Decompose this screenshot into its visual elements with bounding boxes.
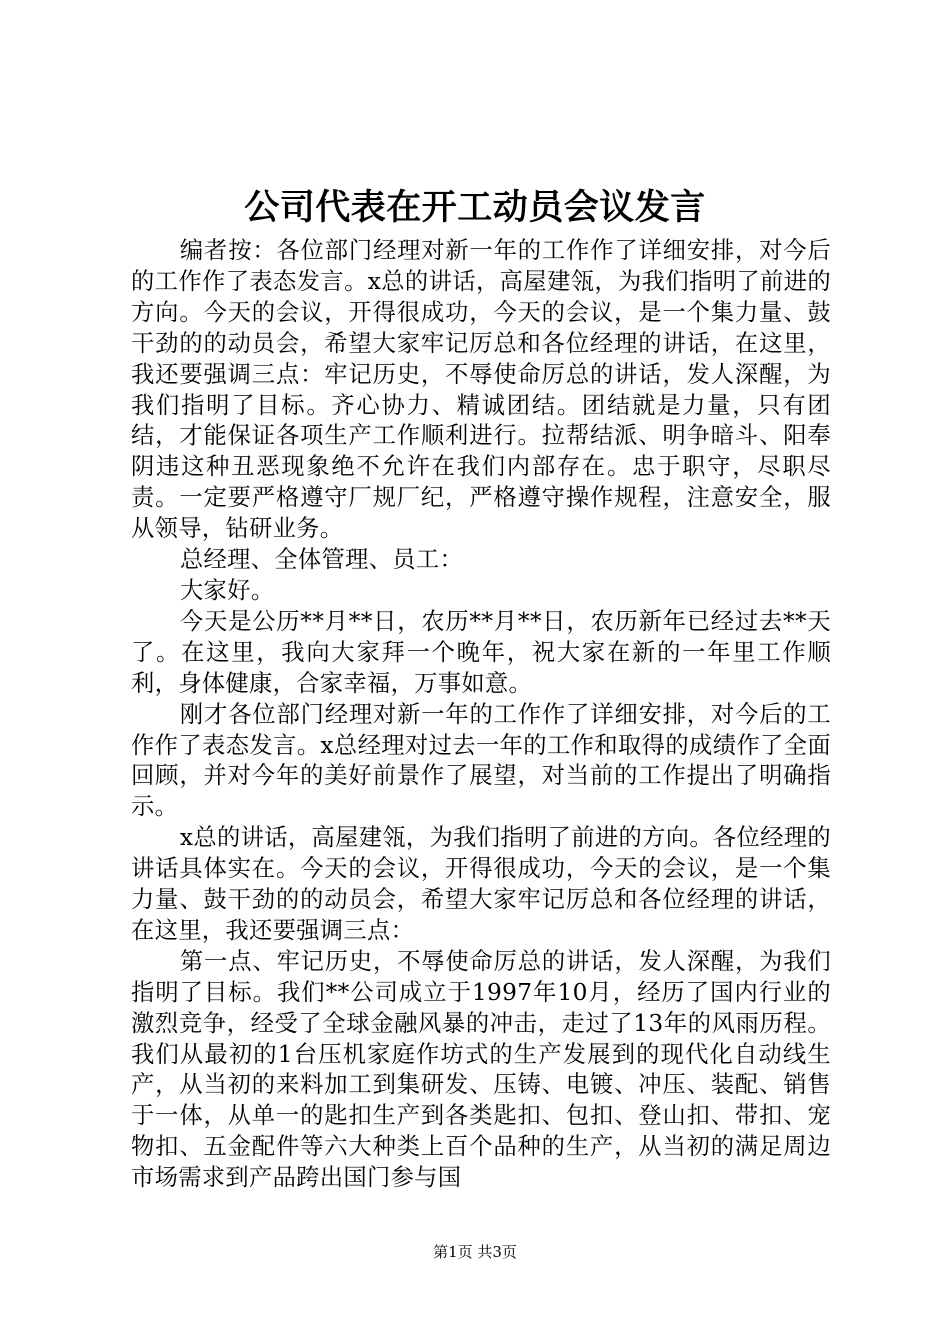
- paragraph-date: 今天是公历**月**日，农历**月**日，农历新年已经过去**天了。在这里，我向大家拜一个晚年，祝大家在新的一年里工作顺利，身体健康，合家幸福，万事如意。: [131, 607, 831, 697]
- paragraph-salutation: 总经理、全体管理、员工：: [179, 546, 464, 574]
- document-body: [131, 236, 831, 1194]
- paragraph-review: 刚才各位部门经理对新一年的工作作了详细安排，对今后的工作作了表态发言。x总经理对过去一年的工作和取得的成绩作了全面回顾，并对今年的美好前景作了展望，对当前的工作提出了明确指示。: [131, 700, 831, 821]
- paragraph-editor-note: 编者按：各位部门经理对新一年的工作作了详细安排，对今后的工作作了表态发言。x总的讲话，高屋建瓴，为我们指明了前进的方向。今天的会议，开得很成功，今天的会议，是一个集力量、鼓干劲的的动员会，希望大家牢记厉总和各位经理的讲话，在这里，我还要强调三点：牢记历史，不辱使命厉总的讲话，发人深醒，为我们指明了目标。齐心协力、精诚团结。团结就是力量，只有团结，才能保证各项生产工作顺利进行。拉帮结派、明争暗斗、阳奉阴违这种丑恶现象绝不允许在我们内部存在。忠于职守，尽职尽责。一定要严格遵守厂规厂纪，严格遵守操作规程，注意安全，服从领导，钻研业务。: [131, 237, 831, 543]
- paragraph-greeting: 大家好。: [179, 576, 275, 604]
- page-title: 公司代表在开工动员会议发言: [244, 188, 706, 228]
- paragraph-point-one: 第一点、牢记历史，不辱使命厉总的讲话，发人深醒，为我们指明了目标。我们**公司成立于1997年10月，经历了国内行业的激烈竞争，经受了全球金融风暴的冲击，走过了13年的风雨历程。我们从最初的1台压机家庭作坊式的生产发展到的现代化自动线生产，从当初的来料加工到集研发、压铸、电镀、冲压、装配、销售于一体，从单一的匙扣生产到各类匙扣、包扣、登山扣、带扣、宠物扣、五金配件等六大种类上百个品种的生产，从当初的满足周边市场需求到产品跨出国门参与国: [131, 947, 831, 1192]
- page-number-footer: 第1页 共3页: [433, 1243, 517, 1261]
- paragraph-three-points: x总的讲话，高屋建瓴，为我们指明了前进的方向。各位经理的讲话具体实在。今天的会议，开得很成功，今天的会议，是一个集力量、鼓干劲的的动员会，希望大家牢记厉总和各位经理的讲话，在这里，我还要强调三点：: [131, 824, 831, 944]
